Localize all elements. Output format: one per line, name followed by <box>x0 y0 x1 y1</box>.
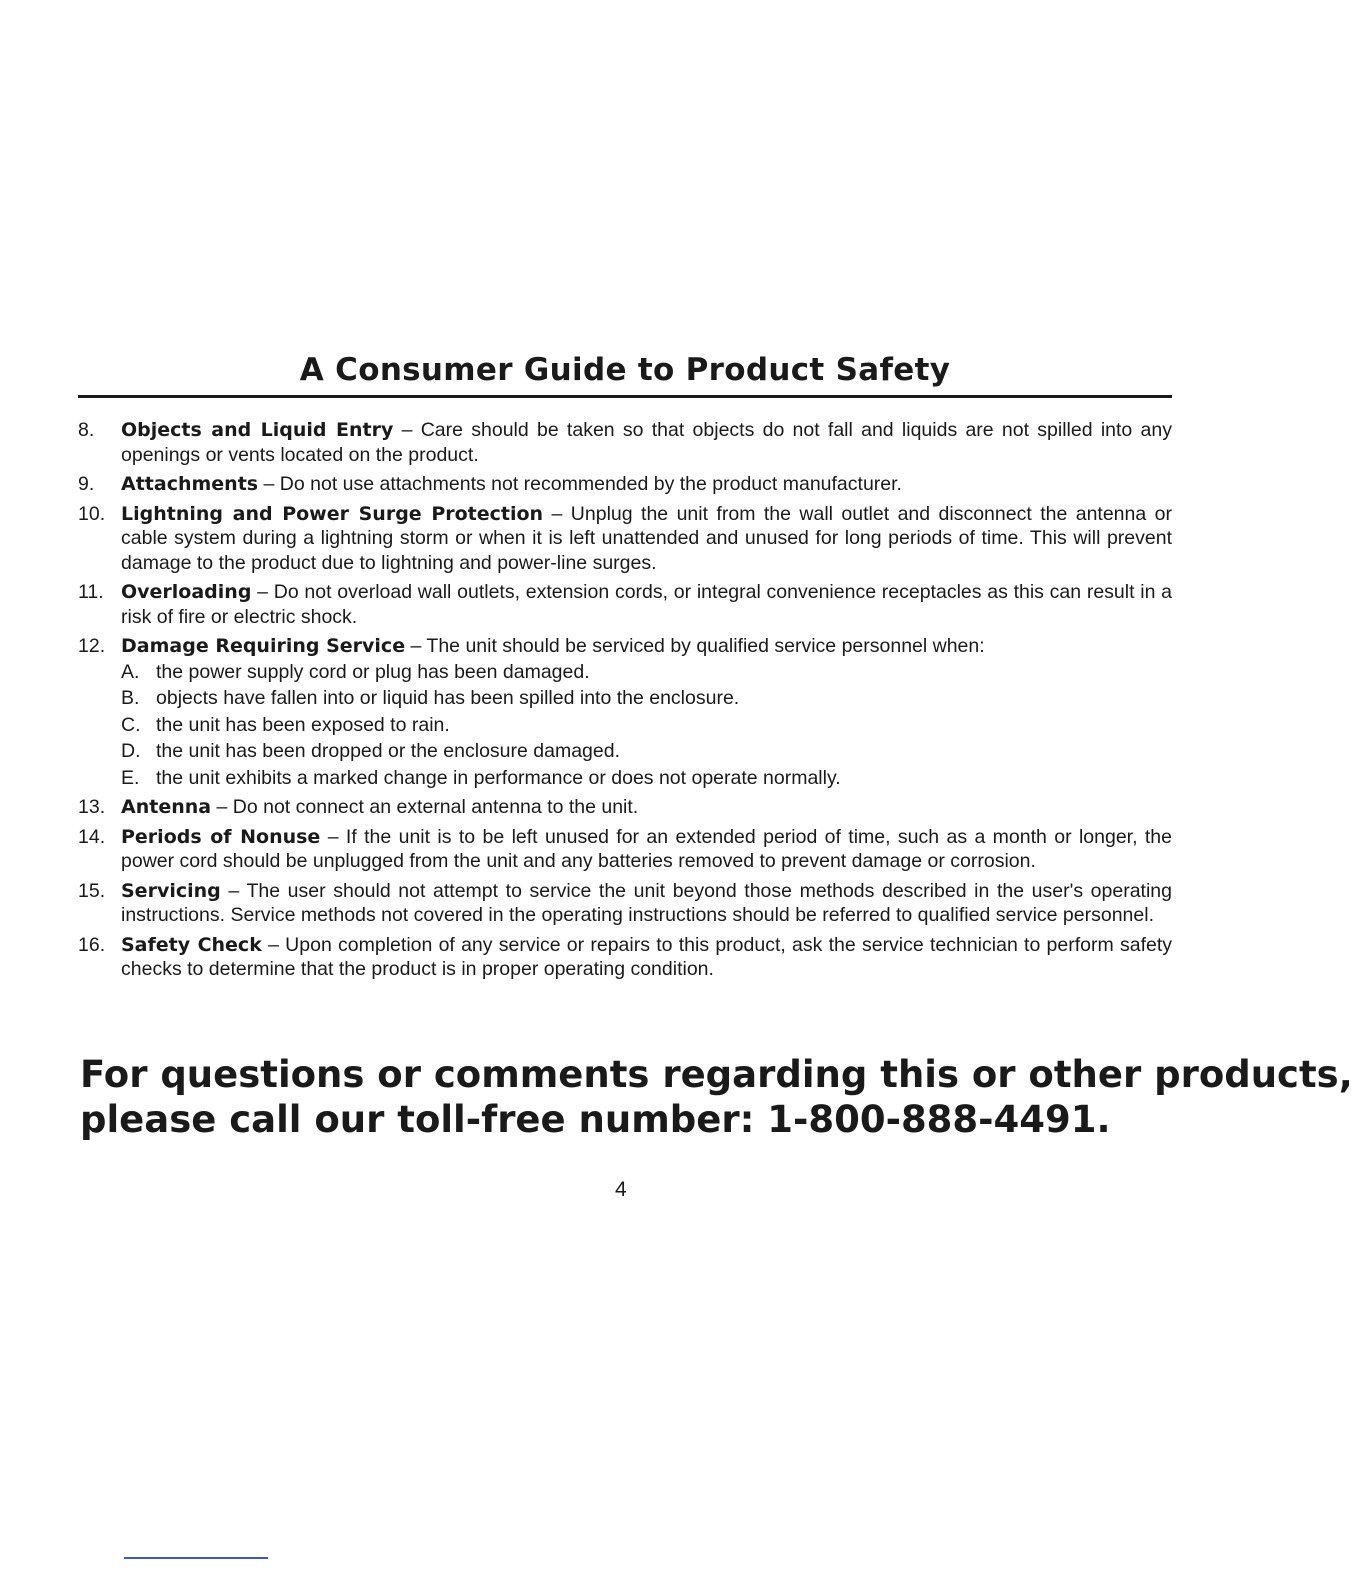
damage-subitem <box>121 686 1172 711</box>
item-heading: Antenna <box>121 796 212 818</box>
damage-subitem <box>121 660 1172 685</box>
item-number: 10. <box>78 502 106 525</box>
item-separator: – <box>543 502 571 525</box>
safety-item-overloading <box>78 580 1172 629</box>
item-separator: – <box>405 635 427 657</box>
damage-subitem-list <box>121 660 1172 791</box>
item-heading: Safety Check <box>121 933 262 956</box>
safety-item-objects-liquid <box>78 418 1172 467</box>
item-heading: Periods of Nonuse <box>121 825 321 848</box>
subitem-letter: E. <box>121 766 140 789</box>
item-number: 16. <box>78 933 106 956</box>
item-heading: Attachments <box>121 473 259 495</box>
item-number: 8. <box>78 419 95 441</box>
title-divider <box>78 395 1172 398</box>
item-separator: – <box>320 825 346 848</box>
page-number: 4 <box>615 1178 627 1201</box>
item-separator: – <box>258 473 280 495</box>
safety-item-damage-service <box>78 634 1172 790</box>
safety-item-lightning <box>78 502 1172 576</box>
item-number: 9. <box>78 473 95 495</box>
item-separator: – <box>211 796 233 818</box>
item-separator: – <box>261 933 286 956</box>
subitem-letter: A. <box>121 660 140 683</box>
damage-subitem <box>121 766 1172 791</box>
item-text: Do not use attachments not recommended by the product manufacturer. <box>279 473 902 495</box>
contact-callout <box>80 1052 1353 1142</box>
item-heading: Objects and Liquid Entry <box>121 419 394 441</box>
item-number: 15. <box>78 879 106 902</box>
subitem-letter: C. <box>121 713 141 736</box>
item-text: If the unit is to be left unused for an extended period of time, such as a month or longer, the power cord should be unplugged from the unit and any batteries removed to prevent damage or corrosion. <box>121 825 1172 872</box>
subitem-text: objects have fallen into or liquid has been spilled into the enclosure. <box>156 687 740 709</box>
item-text: The user should not attempt to service the unit beyond those methods described in the user's operating instructions. Service methods not covered in the operating instructions should be referred to qualified service personnel. <box>121 879 1173 926</box>
item-text: Unplug the unit from the wall outlet and disconnect the antenna or cable system during a lightning storm or when it is left unattended and unused for long periods of time. This will prevent damage to the product due to lightning and power-line surges. <box>121 502 1172 574</box>
footer-rule <box>124 1557 268 1559</box>
item-text: Care should be taken so that objects do not fall and liquids are not spilled into any openings or vents located on the product. <box>121 419 1172 466</box>
item-separator: – <box>251 581 274 603</box>
page-title: A Consumer Guide to Product Safety <box>299 352 951 388</box>
item-separator: – <box>393 419 421 441</box>
item-text: The unit should be serviced by qualified service personnel when: <box>426 635 985 657</box>
safety-item-safety-check <box>78 933 1172 982</box>
subitem-letter: B. <box>121 687 140 709</box>
item-text: Do not connect an external antenna to the unit. <box>232 796 639 818</box>
item-text: Do not overload wall outlets, extension cords, or integral convenience receptacles as this can result in a risk of fire or electric shock. <box>121 581 1173 628</box>
safety-item-servicing <box>78 879 1172 928</box>
safety-item-nonuse <box>78 825 1172 874</box>
item-heading: Servicing <box>121 879 221 902</box>
safety-item-attachments <box>78 472 1172 497</box>
item-number: 12. <box>78 635 106 657</box>
item-number: 14. <box>78 825 106 848</box>
item-number: 11. <box>78 581 104 603</box>
item-heading: Lightning and Power Surge Protection <box>121 502 544 525</box>
damage-subitem <box>121 713 1172 738</box>
safety-item-antenna <box>78 795 1172 820</box>
subitem-text: the unit has been dropped or the enclosure damaged. <box>156 740 621 762</box>
subitem-text: the power supply cord or plug has been damaged. <box>156 660 590 683</box>
item-heading: Overloading <box>121 581 252 603</box>
damage-subitem <box>121 739 1172 764</box>
item-heading: Damage Requiring Service <box>121 635 406 657</box>
safety-list <box>78 418 1172 987</box>
item-text: Upon completion of any service or repairs to this product, ask the service technician to perform safety checks to determine that the product is in proper operating condition. <box>121 933 1172 980</box>
item-separator: – <box>220 879 247 902</box>
subitem-letter: D. <box>121 740 141 762</box>
item-number: 13. <box>78 796 106 818</box>
subitem-text: the unit exhibits a marked change in performance or does not operate normally. <box>156 766 841 789</box>
contact-line-1: For questions or comments regarding this or other products, <box>80 1053 1353 1096</box>
contact-line-2: please call our toll-free number: 1-800-888-4491. <box>80 1098 1111 1141</box>
subitem-text: the unit has been exposed to rain. <box>156 713 450 736</box>
